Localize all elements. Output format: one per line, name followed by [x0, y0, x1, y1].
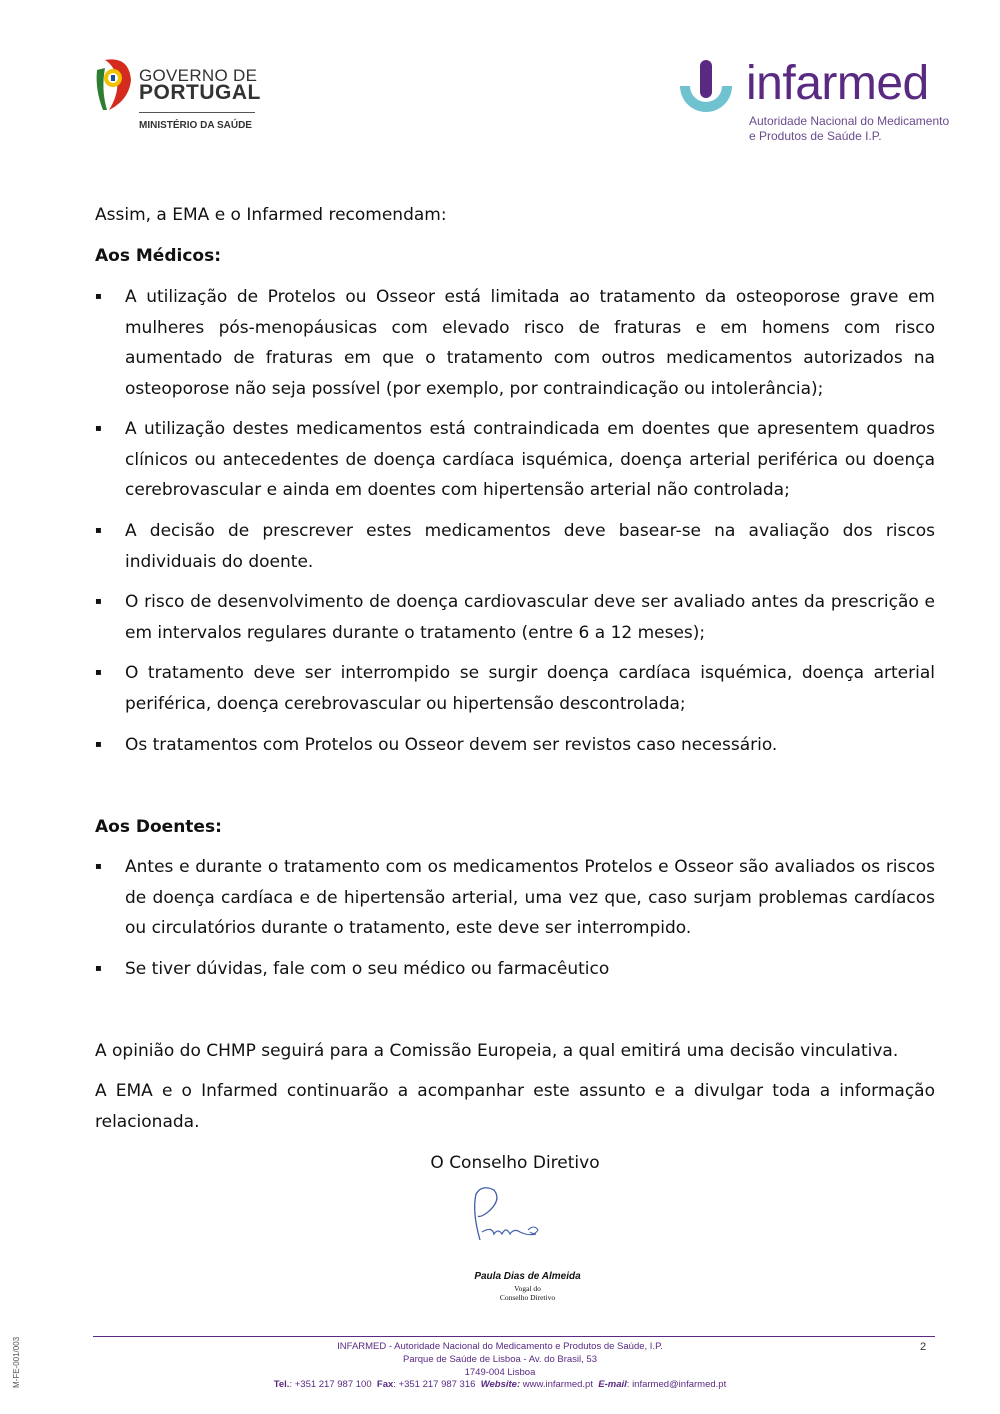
fax-label: Fax	[376, 1379, 394, 1390]
infarmed-subtitle-line1: Autoridade Nacional do Medicamento	[749, 114, 950, 128]
gov-divider	[139, 112, 255, 113]
list-item	[95, 587, 935, 648]
signatory-role-line1: Vogal do	[514, 1284, 541, 1293]
infarmed-logo	[676, 57, 950, 148]
signatory-role-line2: Conselho Diretivo	[499, 1293, 556, 1302]
footer-line1: INFARMED - Autoridade Nacional do Medicamento e Produtos de Saúde, I.P.	[337, 1341, 663, 1352]
list-item-text: Os tratamentos com Protelos ou Osseor devem ser revistos caso necessário.	[125, 735, 778, 755]
gov-line1: GOVERNO DE	[139, 66, 258, 85]
bullet-icon: ▪	[95, 667, 102, 678]
infarmed-subtitle-line2: e Produtos de Saúde I.P.	[749, 129, 882, 143]
handwritten-signature	[458, 1182, 578, 1252]
doentes-heading: Aos Doentes:	[95, 817, 222, 837]
infarmed-subtitle	[749, 114, 949, 144]
fax-value: : +351 217 987 316	[393, 1379, 476, 1390]
footer-divider	[93, 1336, 935, 1337]
bullet-icon: ▪	[95, 739, 102, 750]
infarmed-wordmark: infarmed	[746, 57, 929, 110]
footer-line2: Parque de Saúde de Lisboa - Av. do Brasil, 53	[402, 1354, 597, 1365]
bullet-icon: ▪	[95, 423, 102, 434]
list-item-text: O tratamento deve ser interrompido se surgir doença cardíaca isquémica, doença arterial periférica, doença cerebrovascular ou hipertensão descontrolada;	[125, 663, 935, 714]
bullet-icon: ▪	[95, 596, 102, 607]
medicos-heading: Aos Médicos:	[95, 246, 221, 266]
list-item	[95, 282, 935, 404]
signatory-name: Paula Dias de Almeida	[474, 1271, 581, 1282]
page-number: 2	[920, 1341, 927, 1353]
intro-paragraph: Assim, a EMA e o Infarmed recomendam:	[95, 205, 447, 225]
council-signoff: O Conselho Diretivo	[430, 1153, 600, 1173]
list-item-text: A utilização destes medicamentos está contraindicada em doentes que apresentem quadros clínicos ou antecedentes de doença cardíaca isquémica, doença arterial periférica ou doença cerebrovascular e ainda em doentes com hipertensão arterial não controlada;	[125, 419, 935, 500]
tel-value: : +351 217 987 100	[289, 1379, 372, 1390]
list-item-text: O risco de desenvolvimento de doença cardiovascular deve ser avaliado antes da prescrição e em intervalos regulares durante o tratamento (entre 6 a 12 meses);	[125, 592, 935, 643]
portugal-emblem-icon	[93, 56, 133, 112]
gov-ministry: MINISTÉRIO DA SAÚDE	[139, 120, 252, 131]
list-item-text: A decisão de prescrever estes medicamentos deve basear-se na avaliação dos riscos individuais do doente.	[125, 521, 935, 572]
list-item	[95, 852, 935, 944]
bullet-icon: ▪	[95, 291, 102, 302]
list-item-text: Antes e durante o tratamento com os medicamentos Protelos e Osseor são avaliados os riscos de doença cardíaca e de hipertensão arterial, uma vez que, caso surjam problemas cardíacos ou circulatórios durante o tratamento, este deve ser interrompido.	[125, 857, 935, 938]
footer-line3: 1749-004 Lisboa	[464, 1367, 536, 1378]
list-item	[95, 516, 935, 577]
governo-portugal-logo	[93, 56, 263, 140]
footer-contacts	[200, 1378, 800, 1391]
gov-line2: PORTUGAL	[139, 81, 261, 104]
bullet-icon: ▪	[95, 963, 102, 974]
document-code: M-FE-001/003	[12, 1336, 21, 1388]
email-label: E-mail	[598, 1379, 627, 1390]
chmp-paragraph: A opinião do CHMP seguirá para a Comissão Europeia, a qual emitirá uma decisão vinculativa.	[95, 1041, 899, 1061]
list-item-text: A utilização de Protelos ou Osseor está limitada ao tratamento da osteoporose grave em mulheres pós-menopáusicas com elevado risco de fraturas e em homens com risco aumentado de fraturas em que o tratamento com outros medicamentos autorizados na osteoporose não seja possível (por exemplo, por contraindicação ou intolerância);	[125, 287, 935, 399]
list-item	[95, 414, 935, 506]
bullet-icon: ▪	[95, 861, 102, 872]
website-link[interactable]: www.infarmed.pt	[520, 1379, 593, 1390]
list-item-text: Se tiver dúvidas, fale com o seu médico ou farmacêutico	[125, 959, 610, 979]
website-label: Website:	[480, 1379, 521, 1390]
bullet-icon: ▪	[95, 525, 102, 536]
tel-label: Tel.	[273, 1379, 290, 1390]
closing-paragraph: A EMA e o Infarmed continuarão a acompanhar este assunto e a divulgar toda a informação relacionada.	[95, 1081, 935, 1132]
list-item	[95, 954, 935, 985]
infarmed-mark-icon	[676, 58, 736, 122]
list-item	[95, 730, 935, 761]
list-item	[95, 658, 935, 719]
email-link[interactable]: : infarmed@infarmed.pt	[626, 1379, 727, 1390]
